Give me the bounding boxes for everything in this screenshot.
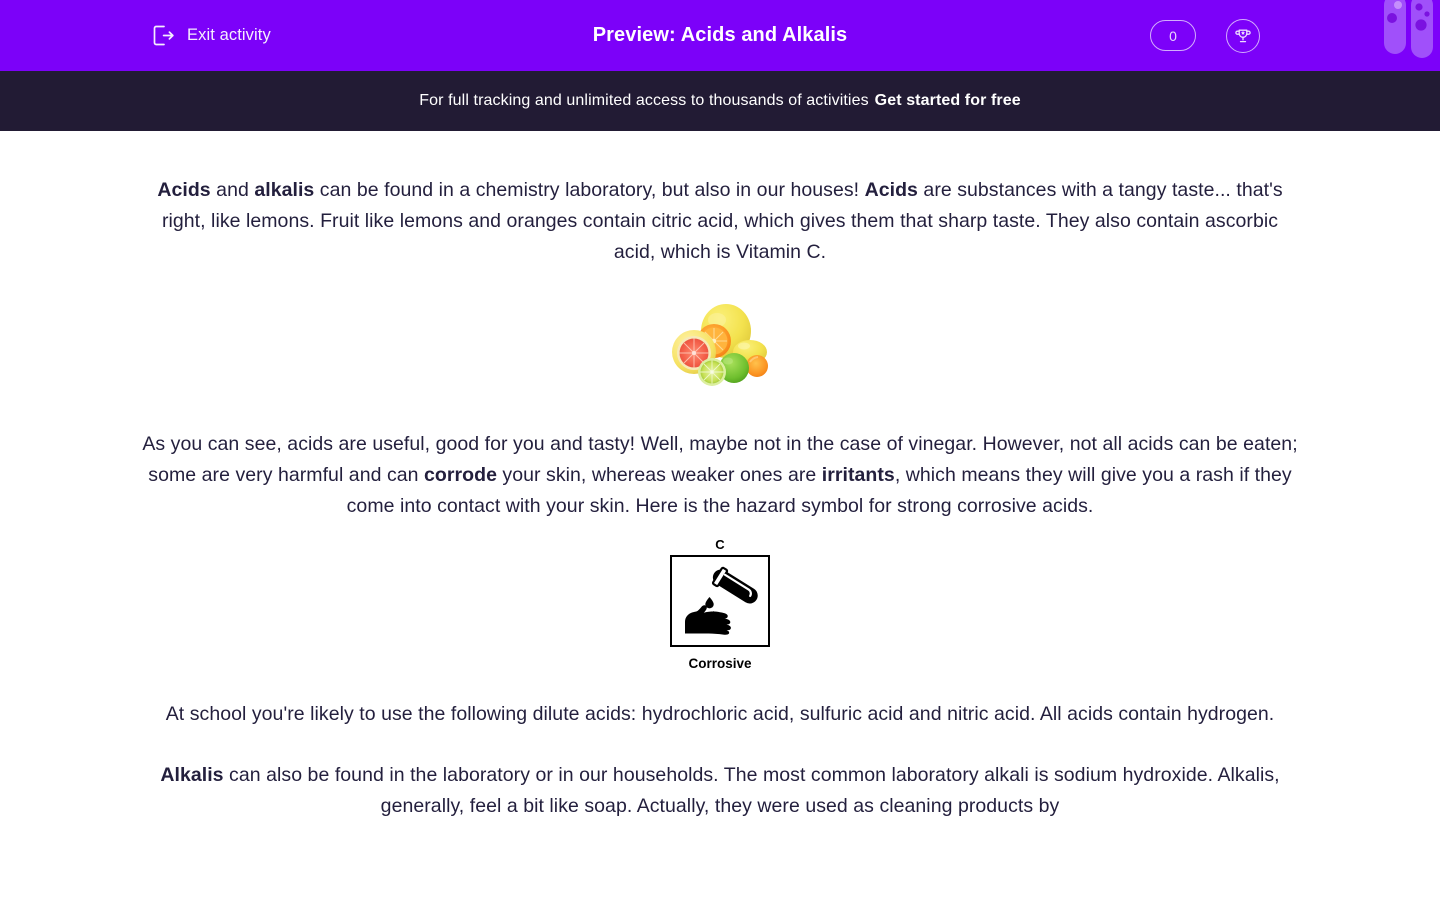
points-value: 0 [1169, 27, 1177, 44]
activity-content [0, 131, 1440, 822]
header-actions [1150, 0, 1260, 71]
corrosive-hazard-symbol [670, 538, 770, 671]
paragraph-2-text-b: your skin, whereas weaker ones are [496, 464, 822, 486]
hazard-letter: C [715, 537, 725, 552]
trophy-icon [1233, 26, 1253, 46]
content-spacer [140, 730, 1300, 760]
paragraph-4-text: can also be found in the laboratory or in our households. The most common laboratory alkali is sodium hydroxide. Alkalis, generally, feel a bit like soap. Actually, they were used as cleaning products by [223, 764, 1280, 817]
paragraph-2-text-c: , which means they will give you a rash if they come into contact with your skin. Here is the hazard symbol for strong corrosive acids. [346, 464, 1292, 517]
term-alkalis-1: alkalis [254, 179, 315, 201]
term-corrode: corrode [424, 464, 497, 486]
exit-activity-label: Exit activity [187, 26, 271, 44]
paragraph-dilute-acids [140, 699, 1300, 730]
term-alkalis-2: Alkalis [160, 764, 224, 786]
term-acids-2: Acids [864, 179, 918, 201]
citrus-fruits-photo [670, 296, 770, 397]
points-badge[interactable] [1150, 20, 1196, 51]
promo-banner [0, 71, 1440, 131]
hazard-box [670, 555, 770, 647]
hazard-caption: Corrosive [688, 656, 752, 671]
term-irritants: irritants [821, 464, 895, 486]
trophy-button[interactable] [1226, 19, 1260, 53]
paragraph-alkalis [140, 760, 1300, 822]
paragraph-1-text-c: are substances with a tangy taste... that's right, like lemons. Fruit like lemons and oranges contain citric acid, which gives them that sharp taste. They also contain ascorbic acid, which is Vitamin C. [161, 179, 1283, 263]
corrosive-hazard-icon [677, 560, 763, 643]
hazard-symbol-figure [140, 538, 1300, 671]
get-started-link[interactable]: Get started for free [874, 92, 1021, 109]
paragraph-corrode-irritants [140, 429, 1300, 522]
page-title: Preview: Acids and Alkalis [592, 24, 848, 46]
paragraph-1-text-a: and [210, 179, 255, 201]
term-acids-1: Acids [157, 179, 211, 201]
paragraph-3-text: At school you're likely to use the following dilute acids: hydrochloric acid, sulfuric acid and nitric acid. All acids contain hydrogen. [165, 703, 1275, 725]
citrus-fruits-figure [140, 296, 1300, 397]
promo-text: For full tracking and unlimited access to thousands of activities [419, 92, 869, 109]
paragraph-2-text-a: As you can see, acids are useful, good for you and tasty! Well, maybe not in the case of vinegar. However, not all acids can be eaten; some are very harmful and can [142, 433, 1298, 486]
paragraph-acids-intro [140, 175, 1300, 268]
paragraph-1-text-b: can be found in a chemistry laboratory, but also in our houses! [314, 179, 865, 201]
top-header-bar [0, 0, 1440, 71]
